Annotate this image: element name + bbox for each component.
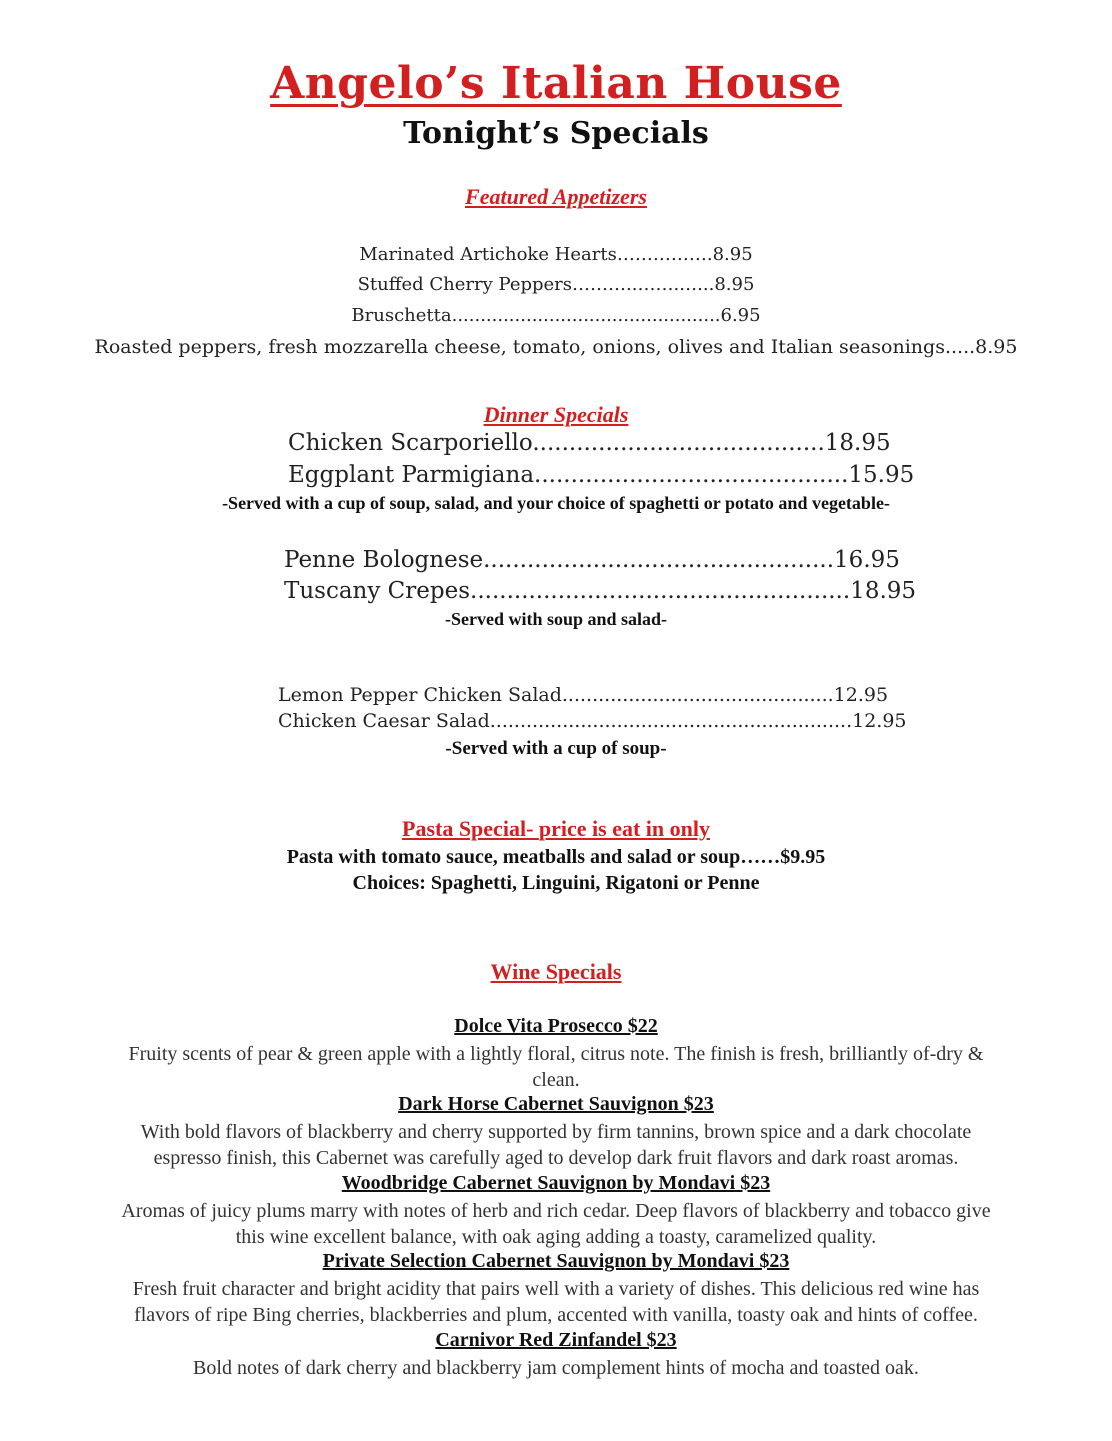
pasta-choices: Choices: Spaghetti, Linguini, Rigatoni or Penne	[352, 872, 760, 894]
appetizer-item: Roasted peppers, fresh mozzarella cheese, tomato, onions, olives and Italian seasonings.....8.95	[94, 336, 1018, 358]
wine-name: Dolce Vita Prosecco $22	[454, 1015, 658, 1037]
appetizer-item: Bruschetta...............................................6.95	[351, 305, 761, 326]
wine-name: Carnivor Red Zinfandel $23	[435, 1329, 677, 1351]
dinner-item: Eggplant Parmigiana...........................................15.95	[288, 462, 915, 488]
pasta-heading-sub: price is eat in only	[538, 816, 710, 841]
restaurant-title: Angelo’s Italian House	[270, 58, 842, 109]
dinner-note: -Served with a cup of soup, salad, and your choice of spaghetti or potato and vegetable-	[222, 493, 890, 513]
dinner-note: -Served with a cup of soup-	[445, 738, 667, 759]
dinner-item: Penne Bolognese................................................16.95	[284, 547, 900, 573]
wine-description: Fresh fruit character and bright acidity that pairs well with a variety of dishes. This delicious red wine has	[132, 1278, 980, 1300]
wine-description: clean.	[532, 1069, 580, 1091]
pasta-heading-sep: -	[526, 816, 539, 841]
wine-heading: Wine Specials	[490, 959, 622, 984]
dinner-item: Lemon Pepper Chicken Salad.............................................12.95	[278, 684, 889, 706]
wine-name: Woodbridge Cabernet Sauvignon by Mondavi $23	[341, 1172, 771, 1194]
page-subtitle: Tonight’s Specials	[403, 116, 709, 151]
wine-description: Bold notes of dark cherry and blackberry jam complement hints of mocha and toasted oak.	[193, 1357, 919, 1379]
dinner-item: Chicken Caesar Salad............................................................12.95	[278, 710, 907, 732]
dinner-item: Tuscany Crepes....................................................18.95	[284, 578, 917, 604]
dinner-item: Chicken Scarporiello........................................18.95	[288, 430, 891, 456]
wine-description: Fruity scents of pear & green apple with a lightly floral, citrus note. The finish is fresh, brilliantly of-dry &	[128, 1043, 984, 1065]
appetizer-item: Stuffed Cherry Peppers………..…….…...8.95	[357, 274, 755, 295]
appetizer-item: Marinated Artichoke Hearts…………….8.95	[359, 244, 753, 265]
wine-description: this wine excellent balance, with oak aging adding a toasty, caramelized quality.	[235, 1226, 877, 1248]
wine-description: With bold flavors of blackberry and cherry supported by firm tannins, brown spice and a dark chocolate	[140, 1121, 972, 1143]
pasta-heading-main: Pasta Special	[402, 816, 527, 841]
appetizers-heading: Featured Appetizers	[465, 184, 647, 209]
wine-name: Dark Horse Cabernet Sauvignon $23	[398, 1093, 714, 1115]
pasta-heading	[0, 816, 1112, 842]
dinner-heading: Dinner Specials	[483, 402, 629, 427]
wine-description: flavors of ripe Bing cherries, blackberries and plum, accented with vanilla, toasty oak and hints of coffee.	[134, 1304, 978, 1326]
wine-description: espresso finish, this Cabernet was carefully aged to develop dark fruit flavors and dark roast aromas.	[153, 1147, 959, 1169]
wine-description: Aromas of juicy plums marry with notes of herb and rich cedar. Deep flavors of blackberry and tobacco give	[121, 1200, 991, 1222]
wine-name: Private Selection Cabernet Sauvignon by Mondavi $23	[322, 1250, 790, 1272]
dinner-note: -Served with soup and salad-	[444, 609, 668, 629]
pasta-description: Pasta with tomato sauce, meatballs and salad or soup……$9.95	[286, 846, 826, 868]
